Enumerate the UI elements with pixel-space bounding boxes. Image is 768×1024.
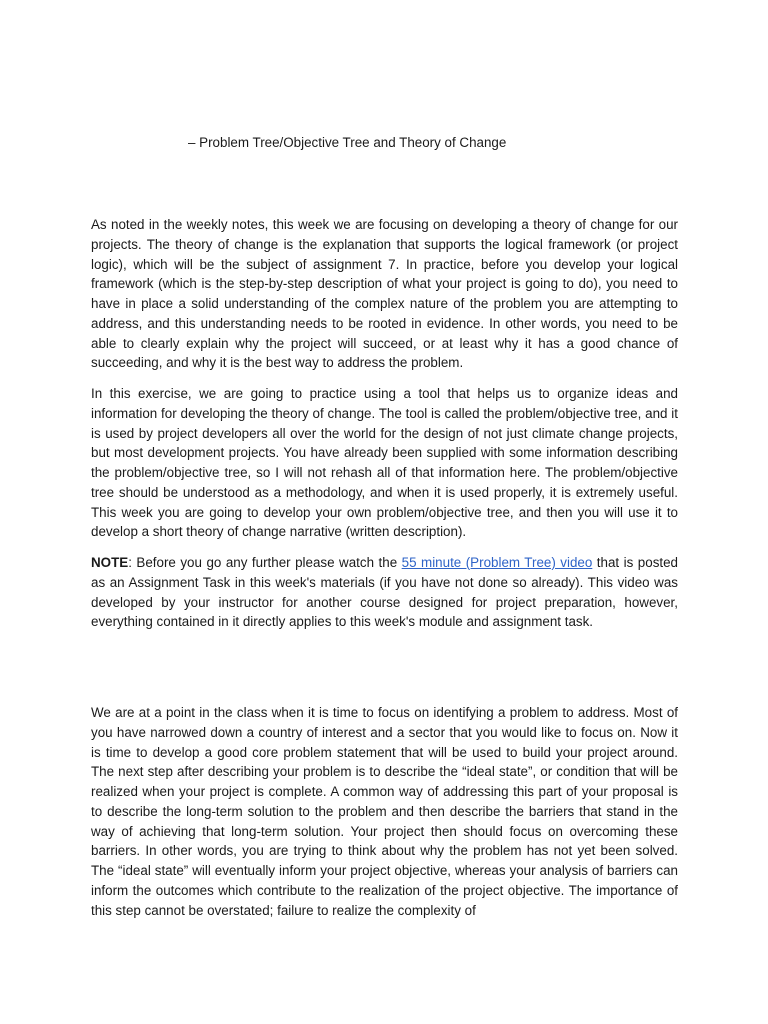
note-label: NOTE bbox=[91, 555, 129, 570]
paragraph-note bbox=[91, 553, 678, 632]
paragraph-intro: As noted in the weekly notes, this week we are focusing on developing a theory of change for our projects. The theory of change is the explanation that supports the logical framework (or project logic), which will be the subject of assignment 7. In practice, before you develop your logical framework (which is the step-by-step description of what your project is going to do), you need to have in place a solid understanding of the complex nature of the problem you are attempting to address, and this understanding needs to be rooted in evidence. In other words, you need to be able to clearly explain why the project will succeed, or at least why it has a good chance of succeeding, and why it is the best way to address the problem. bbox=[91, 217, 678, 371]
note-text-before-link: : Before you go any further please watch the bbox=[128, 555, 402, 570]
section-heading: – Problem Tree/Objective Tree and Theory of Change bbox=[188, 135, 507, 150]
paragraph-problem-identification: We are at a point in the class when it is time to focus on identifying a problem to address. Most of you have narrowed down a country of interest and a sector that you would like to focus on. Now it is time to develop a good core problem statement that will be used to build your project around. The next step after describing your problem is to describe the “ideal state”, or condition that will be realized when your project is complete. A common way of addressing this part of your proposal is to describe the long-term solution to the problem and then describe the barriers that stand in the way of achieving that long-term solution. Your project then should focus on overcoming these barriers. In other words, you are trying to think about why the problem has not yet been solved. The “ideal state” will eventually inform your project objective, whereas your analysis of barriers can inform the outcomes which contribute to the realization of the project objective. The importance of this step cannot be overstated; failure to realize the complexity of bbox=[91, 705, 678, 918]
note-text-after-link: that is posted as an Assignment Task in this week's materials (if you have not done so already). This video was developed by your instructor for another course designed for project preparation, however, everything contained in it directly applies to this week's module and assignment task. bbox=[91, 555, 679, 630]
paragraph-exercise: In this exercise, we are going to practice using a tool that helps us to organize ideas and information for developing the theory of change. The tool is called the problem/objective tree, and it is used by project developers all over the world for the design of not just climate change projects, but most development projects. You have already been supplied with some information describing the problem/objective tree, so I will not rehash all of that information here. The problem/objective tree should be understood as a methodology, and when it is used properly, it is extremely useful. This week you are going to develop your own problem/objective tree, and then you will use it to develop a short theory of change narrative (written description). bbox=[91, 386, 678, 540]
video-link[interactable]: 55 minute (Problem Tree) video bbox=[401, 555, 593, 570]
